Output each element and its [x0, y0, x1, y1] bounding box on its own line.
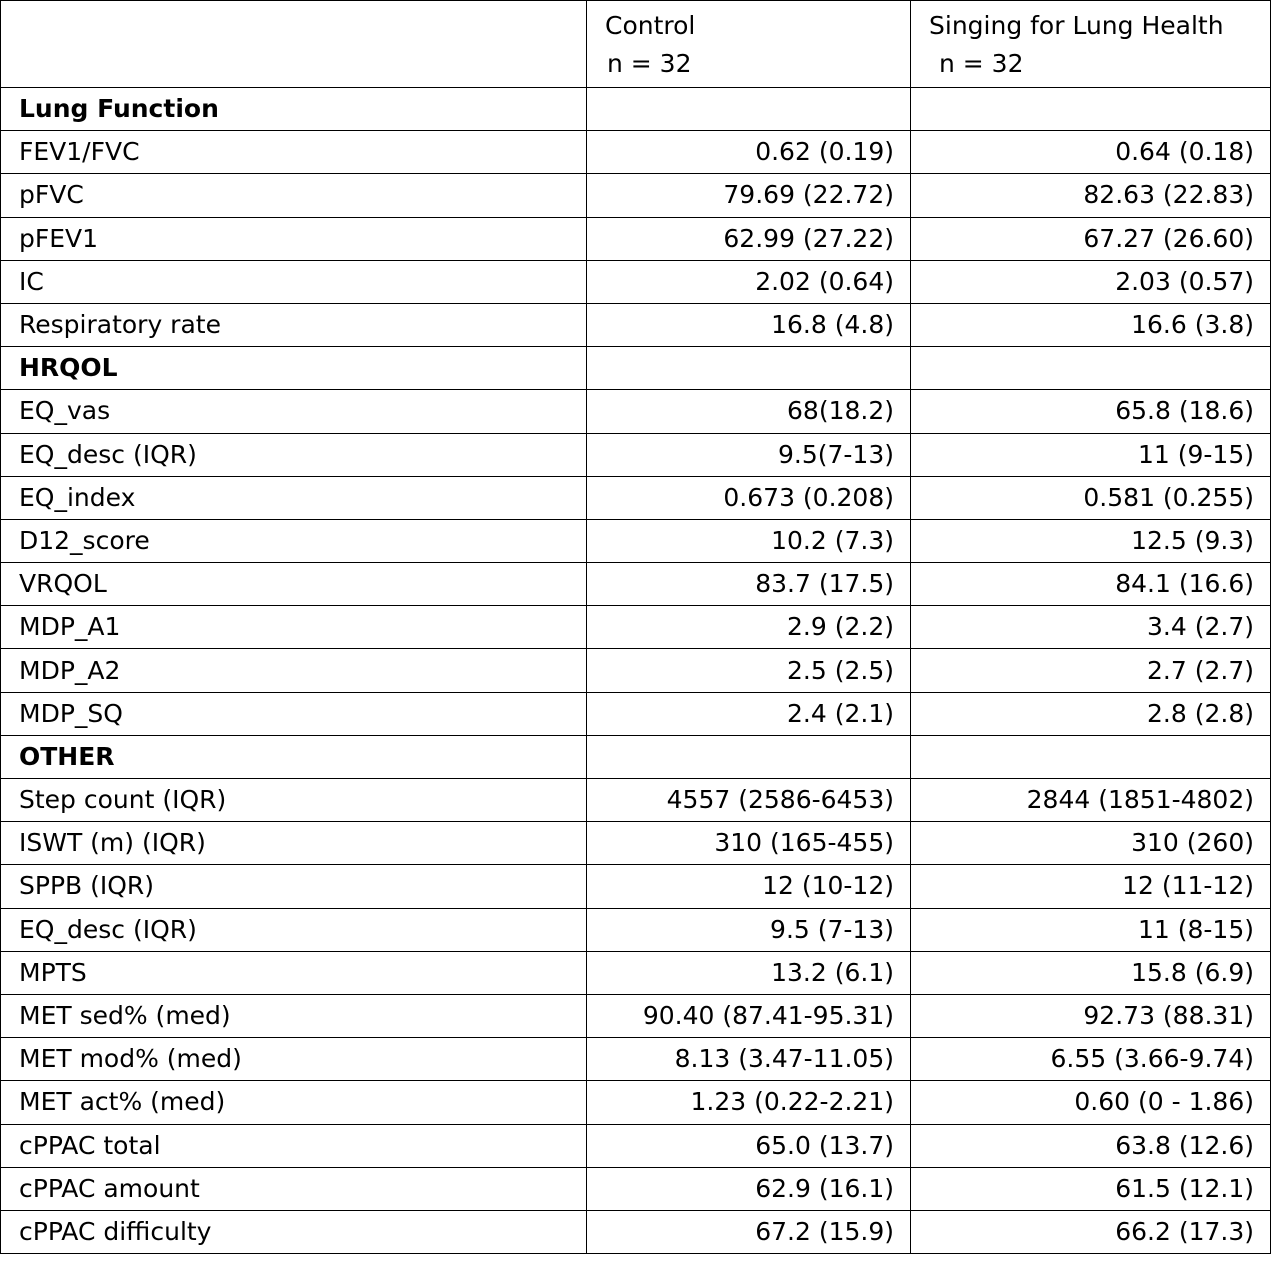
control-value: 9.5 (7-13) — [587, 908, 911, 951]
section-title: Lung Function — [1, 88, 587, 131]
singing-value: 16.6 (3.8) — [911, 303, 1271, 346]
control-value: 62.9 (16.1) — [587, 1167, 911, 1210]
section-header-row — [1, 735, 1271, 778]
table-row — [1, 1124, 1271, 1167]
singing-value: 65.8 (18.6) — [911, 390, 1271, 433]
row-label: FEV1/FVC — [1, 131, 587, 174]
control-value: 90.40 (87.41-95.31) — [587, 994, 911, 1037]
section-empty-cell — [911, 735, 1271, 778]
table-row — [1, 476, 1271, 519]
table-row — [1, 779, 1271, 822]
table-row — [1, 994, 1271, 1037]
singing-group-name: Singing for Lung Health — [929, 11, 1224, 40]
header-singing-cell — [911, 1, 1271, 88]
row-label: VRQOL — [1, 563, 587, 606]
row-label: SPPB (IQR) — [1, 865, 587, 908]
singing-value: 67.27 (26.60) — [911, 217, 1271, 260]
singing-value: 2844 (1851-4802) — [911, 779, 1271, 822]
table-row — [1, 865, 1271, 908]
singing-value: 12.5 (9.3) — [911, 519, 1271, 562]
control-group-name: Control — [605, 11, 696, 40]
control-value: 2.4 (2.1) — [587, 692, 911, 735]
control-value: 13.2 (6.1) — [587, 951, 911, 994]
control-value: 4557 (2586-6453) — [587, 779, 911, 822]
singing-value: 0.64 (0.18) — [911, 131, 1271, 174]
control-value: 12 (10-12) — [587, 865, 911, 908]
row-label: Respiratory rate — [1, 303, 587, 346]
row-label: ISWT (m) (IQR) — [1, 822, 587, 865]
singing-value: 2.7 (2.7) — [911, 649, 1271, 692]
table-row — [1, 260, 1271, 303]
control-group-n: n = 32 — [607, 49, 692, 78]
table-row — [1, 951, 1271, 994]
control-value: 67.2 (15.9) — [587, 1210, 911, 1253]
section-title: HRQOL — [1, 347, 587, 390]
table-row — [1, 692, 1271, 735]
singing-value: 63.8 (12.6) — [911, 1124, 1271, 1167]
table-row — [1, 1081, 1271, 1124]
table-row — [1, 131, 1271, 174]
table-row — [1, 303, 1271, 346]
row-label: cPPAC amount — [1, 1167, 587, 1210]
row-label: MDP_SQ — [1, 692, 587, 735]
control-value: 62.99 (27.22) — [587, 217, 911, 260]
control-value: 0.673 (0.208) — [587, 476, 911, 519]
control-value: 2.5 (2.5) — [587, 649, 911, 692]
table-body — [1, 1, 1271, 1254]
control-value: 1.23 (0.22-2.21) — [587, 1081, 911, 1124]
control-value: 9.5(7-13) — [587, 433, 911, 476]
control-value: 310 (165-455) — [587, 822, 911, 865]
row-label: MDP_A2 — [1, 649, 587, 692]
singing-value: 310 (260) — [911, 822, 1271, 865]
table-row — [1, 649, 1271, 692]
row-label: D12_score — [1, 519, 587, 562]
row-label: MET act% (med) — [1, 1081, 587, 1124]
table-row — [1, 217, 1271, 260]
control-value: 83.7 (17.5) — [587, 563, 911, 606]
section-header-row — [1, 347, 1271, 390]
singing-value: 2.03 (0.57) — [911, 260, 1271, 303]
section-empty-cell — [587, 347, 911, 390]
row-label: MDP_A1 — [1, 606, 587, 649]
singing-value: 2.8 (2.8) — [911, 692, 1271, 735]
control-value: 10.2 (7.3) — [587, 519, 911, 562]
row-label: IC — [1, 260, 587, 303]
row-label: pFEV1 — [1, 217, 587, 260]
header-blank-cell — [1, 1, 587, 88]
section-header-row — [1, 88, 1271, 131]
singing-value: 6.55 (3.66-9.74) — [911, 1038, 1271, 1081]
section-empty-cell — [911, 347, 1271, 390]
section-empty-cell — [587, 88, 911, 131]
row-label: EQ_index — [1, 476, 587, 519]
row-label: cPPAC difficulty — [1, 1210, 587, 1253]
table-row — [1, 822, 1271, 865]
row-label: MET sed% (med) — [1, 994, 587, 1037]
section-empty-cell — [911, 88, 1271, 131]
row-label: cPPAC total — [1, 1124, 587, 1167]
table-row — [1, 563, 1271, 606]
singing-value: 84.1 (16.6) — [911, 563, 1271, 606]
control-value: 0.62 (0.19) — [587, 131, 911, 174]
singing-value: 0.60 (0 - 1.86) — [911, 1081, 1271, 1124]
singing-value: 11 (8-15) — [911, 908, 1271, 951]
table-row — [1, 908, 1271, 951]
control-value: 79.69 (22.72) — [587, 174, 911, 217]
row-label: EQ_desc (IQR) — [1, 908, 587, 951]
row-label: Step count (IQR) — [1, 779, 587, 822]
header-row — [1, 1, 1271, 88]
table-row — [1, 1038, 1271, 1081]
singing-value: 61.5 (12.1) — [911, 1167, 1271, 1210]
singing-value: 0.581 (0.255) — [911, 476, 1271, 519]
singing-value: 12 (11-12) — [911, 865, 1271, 908]
control-value: 2.02 (0.64) — [587, 260, 911, 303]
singing-value: 3.4 (2.7) — [911, 606, 1271, 649]
control-value: 65.0 (13.7) — [587, 1124, 911, 1167]
row-label: EQ_vas — [1, 390, 587, 433]
table-row — [1, 433, 1271, 476]
control-value: 2.9 (2.2) — [587, 606, 911, 649]
table-row — [1, 606, 1271, 649]
singing-group-n: n = 32 — [939, 49, 1024, 78]
table-row — [1, 1167, 1271, 1210]
row-label: EQ_desc (IQR) — [1, 433, 587, 476]
section-empty-cell — [587, 735, 911, 778]
singing-value: 92.73 (88.31) — [911, 994, 1271, 1037]
singing-value: 82.63 (22.83) — [911, 174, 1271, 217]
header-control-cell — [587, 1, 911, 88]
singing-value: 15.8 (6.9) — [911, 951, 1271, 994]
table-row — [1, 390, 1271, 433]
control-value: 8.13 (3.47-11.05) — [587, 1038, 911, 1081]
control-value: 16.8 (4.8) — [587, 303, 911, 346]
table-row — [1, 174, 1271, 217]
control-value: 68(18.2) — [587, 390, 911, 433]
row-label: MET mod% (med) — [1, 1038, 587, 1081]
row-label: MPTS — [1, 951, 587, 994]
table-row — [1, 1210, 1271, 1253]
section-title: OTHER — [1, 735, 587, 778]
row-label: pFVC — [1, 174, 587, 217]
singing-value: 11 (9-15) — [911, 433, 1271, 476]
table-row — [1, 519, 1271, 562]
singing-value: 66.2 (17.3) — [911, 1210, 1271, 1253]
